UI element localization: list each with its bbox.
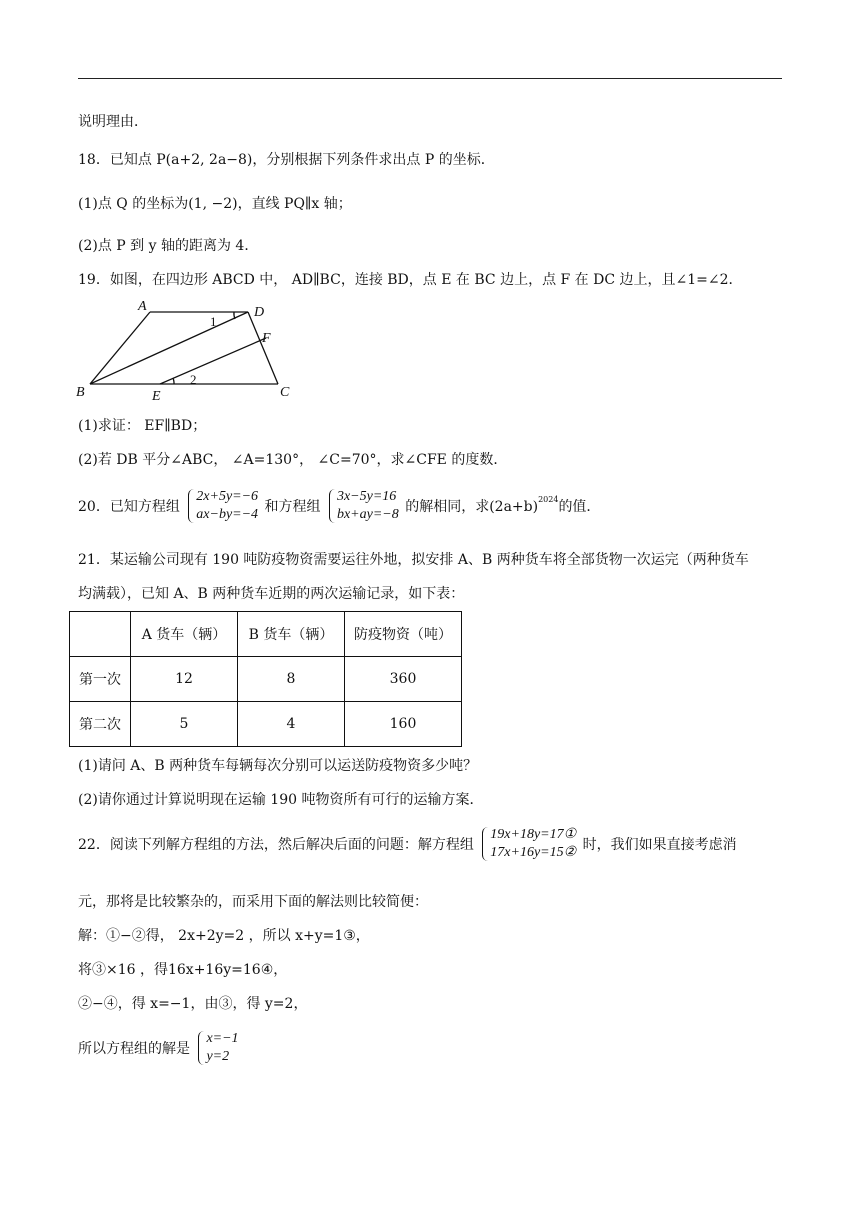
equation: 17x+16y=15② [490, 845, 577, 860]
question-20-tail: 的解相同，求(2a+b) [405, 499, 539, 515]
question-19-part-1: (1)求证： EF∥BD； [78, 418, 207, 434]
solution-step-4 [78, 1030, 241, 1066]
segment-ab [90, 312, 150, 384]
question-18: 18．已知点 P(a+2, 2a−8)，分别根据下列条件求出点 P 的坐标． [78, 152, 495, 168]
label-c: C [280, 385, 290, 400]
question-20-middle: 和方程组 [264, 499, 321, 515]
equation: ax−by=−4 [196, 507, 259, 522]
table-cell: 8 [238, 657, 345, 702]
label-a: A [138, 299, 147, 314]
label-e: E [152, 389, 161, 402]
question-20-lead: 20．已知方程组 [78, 499, 180, 515]
question-21-part-2: (2)请你通过计算说明现在运输 190 吨物资所有可行的运输方案． [78, 792, 484, 808]
label-b: B [76, 385, 85, 400]
question-22-cont: 元，那将是比较繁杂的，而采用下面的解法则比较简便： [78, 894, 428, 910]
question-22-tail: 时，我们如果直接考虑消 [582, 837, 737, 853]
table-header-row [70, 612, 462, 657]
quadrilateral-figure [74, 298, 294, 402]
equation: bx+ay=−8 [336, 507, 399, 522]
table-cell: 4 [238, 702, 345, 747]
table-header-cell [70, 612, 131, 657]
table-header-cell: B 货车（辆） [238, 612, 345, 657]
table-cell: 360 [345, 657, 462, 702]
transport-table [69, 611, 462, 747]
table-cell: 第二次 [70, 702, 131, 747]
angle-2-arc [173, 378, 174, 384]
label-angle-1: 1 [210, 314, 217, 329]
label-angle-2: 2 [190, 372, 197, 387]
text-line: 说明理由． [78, 114, 148, 130]
solution-lead: 所以方程组的解是 [78, 1041, 190, 1057]
header-rule [78, 78, 782, 79]
equation-system-3 [480, 826, 576, 862]
solution-step-2: 将③×16 ，得16x+16y=16④， [78, 962, 288, 978]
equation: y=2 [206, 1049, 230, 1064]
equation-system-1 [186, 488, 258, 524]
solution-system [196, 1030, 238, 1066]
question-21-cont: 均满载），已知 A、B 两种货车近期的两次运输记录，如下表： [78, 586, 465, 602]
table-header-cell: 防疫物资（吨） [345, 612, 462, 657]
segment-dc [248, 312, 278, 384]
solution-step-1: 解：①−②得， 2x+2y=2 ，所以 x+y=1③， [78, 928, 370, 944]
table-row [70, 657, 462, 702]
segment-bd [90, 312, 248, 384]
label-d: D [254, 305, 265, 320]
table-cell: 12 [131, 657, 238, 702]
question-22-lead: 22．阅读下列解方程组的方法，然后解决后面的问题：解方程组 [78, 837, 474, 853]
question-19: 19．如图，在四边形 ABCD 中， AD∥BC，连接 BD，点 E 在 BC 边上，点 F 在 DC 边上，且∠1=∠2． [78, 272, 743, 288]
equation-system-2 [327, 488, 399, 524]
question-18-part-1: (1)点 Q 的坐标为(1, −2)，直线 PQ∥x 轴； [78, 196, 352, 212]
question-20-end: 的值． [558, 499, 601, 515]
question-18-part-2: (2)点 P 到 y 轴的距离为 4． [78, 238, 259, 254]
question-20 [78, 488, 600, 524]
exponent: 2024 [538, 494, 559, 504]
table-cell: 第一次 [70, 657, 131, 702]
solution-step-3: ②−④，得 x=−1，由③，得 y=2， [78, 996, 308, 1012]
equation: x=−1 [206, 1031, 239, 1046]
table-row [70, 702, 462, 747]
question-21: 21．某运输公司现有 190 吨防疫物资需要运往外地，拟安排 A、B 两种货车将全部货物一次运完（两种货车 [78, 552, 749, 568]
table-cell: 160 [345, 702, 462, 747]
table-cell: 5 [131, 702, 238, 747]
equation: 2x+5y=−6 [196, 489, 259, 504]
table-header-cell: A 货车（辆） [131, 612, 238, 657]
equation: 19x+18y=17① [490, 827, 577, 842]
angle-1-arc [234, 312, 235, 319]
question-19-part-2: (2)若 DB 平分∠ABC， ∠A=130°， ∠C=70°，求∠CFE 的度数． [78, 452, 508, 468]
equation: 3x−5y=16 [336, 489, 397, 504]
question-22 [78, 826, 737, 862]
question-21-part-1: (1)请问 A、B 两种货车每辆每次分别可以运送防疫物资多少吨？ [78, 758, 478, 774]
label-f: F [262, 331, 271, 346]
